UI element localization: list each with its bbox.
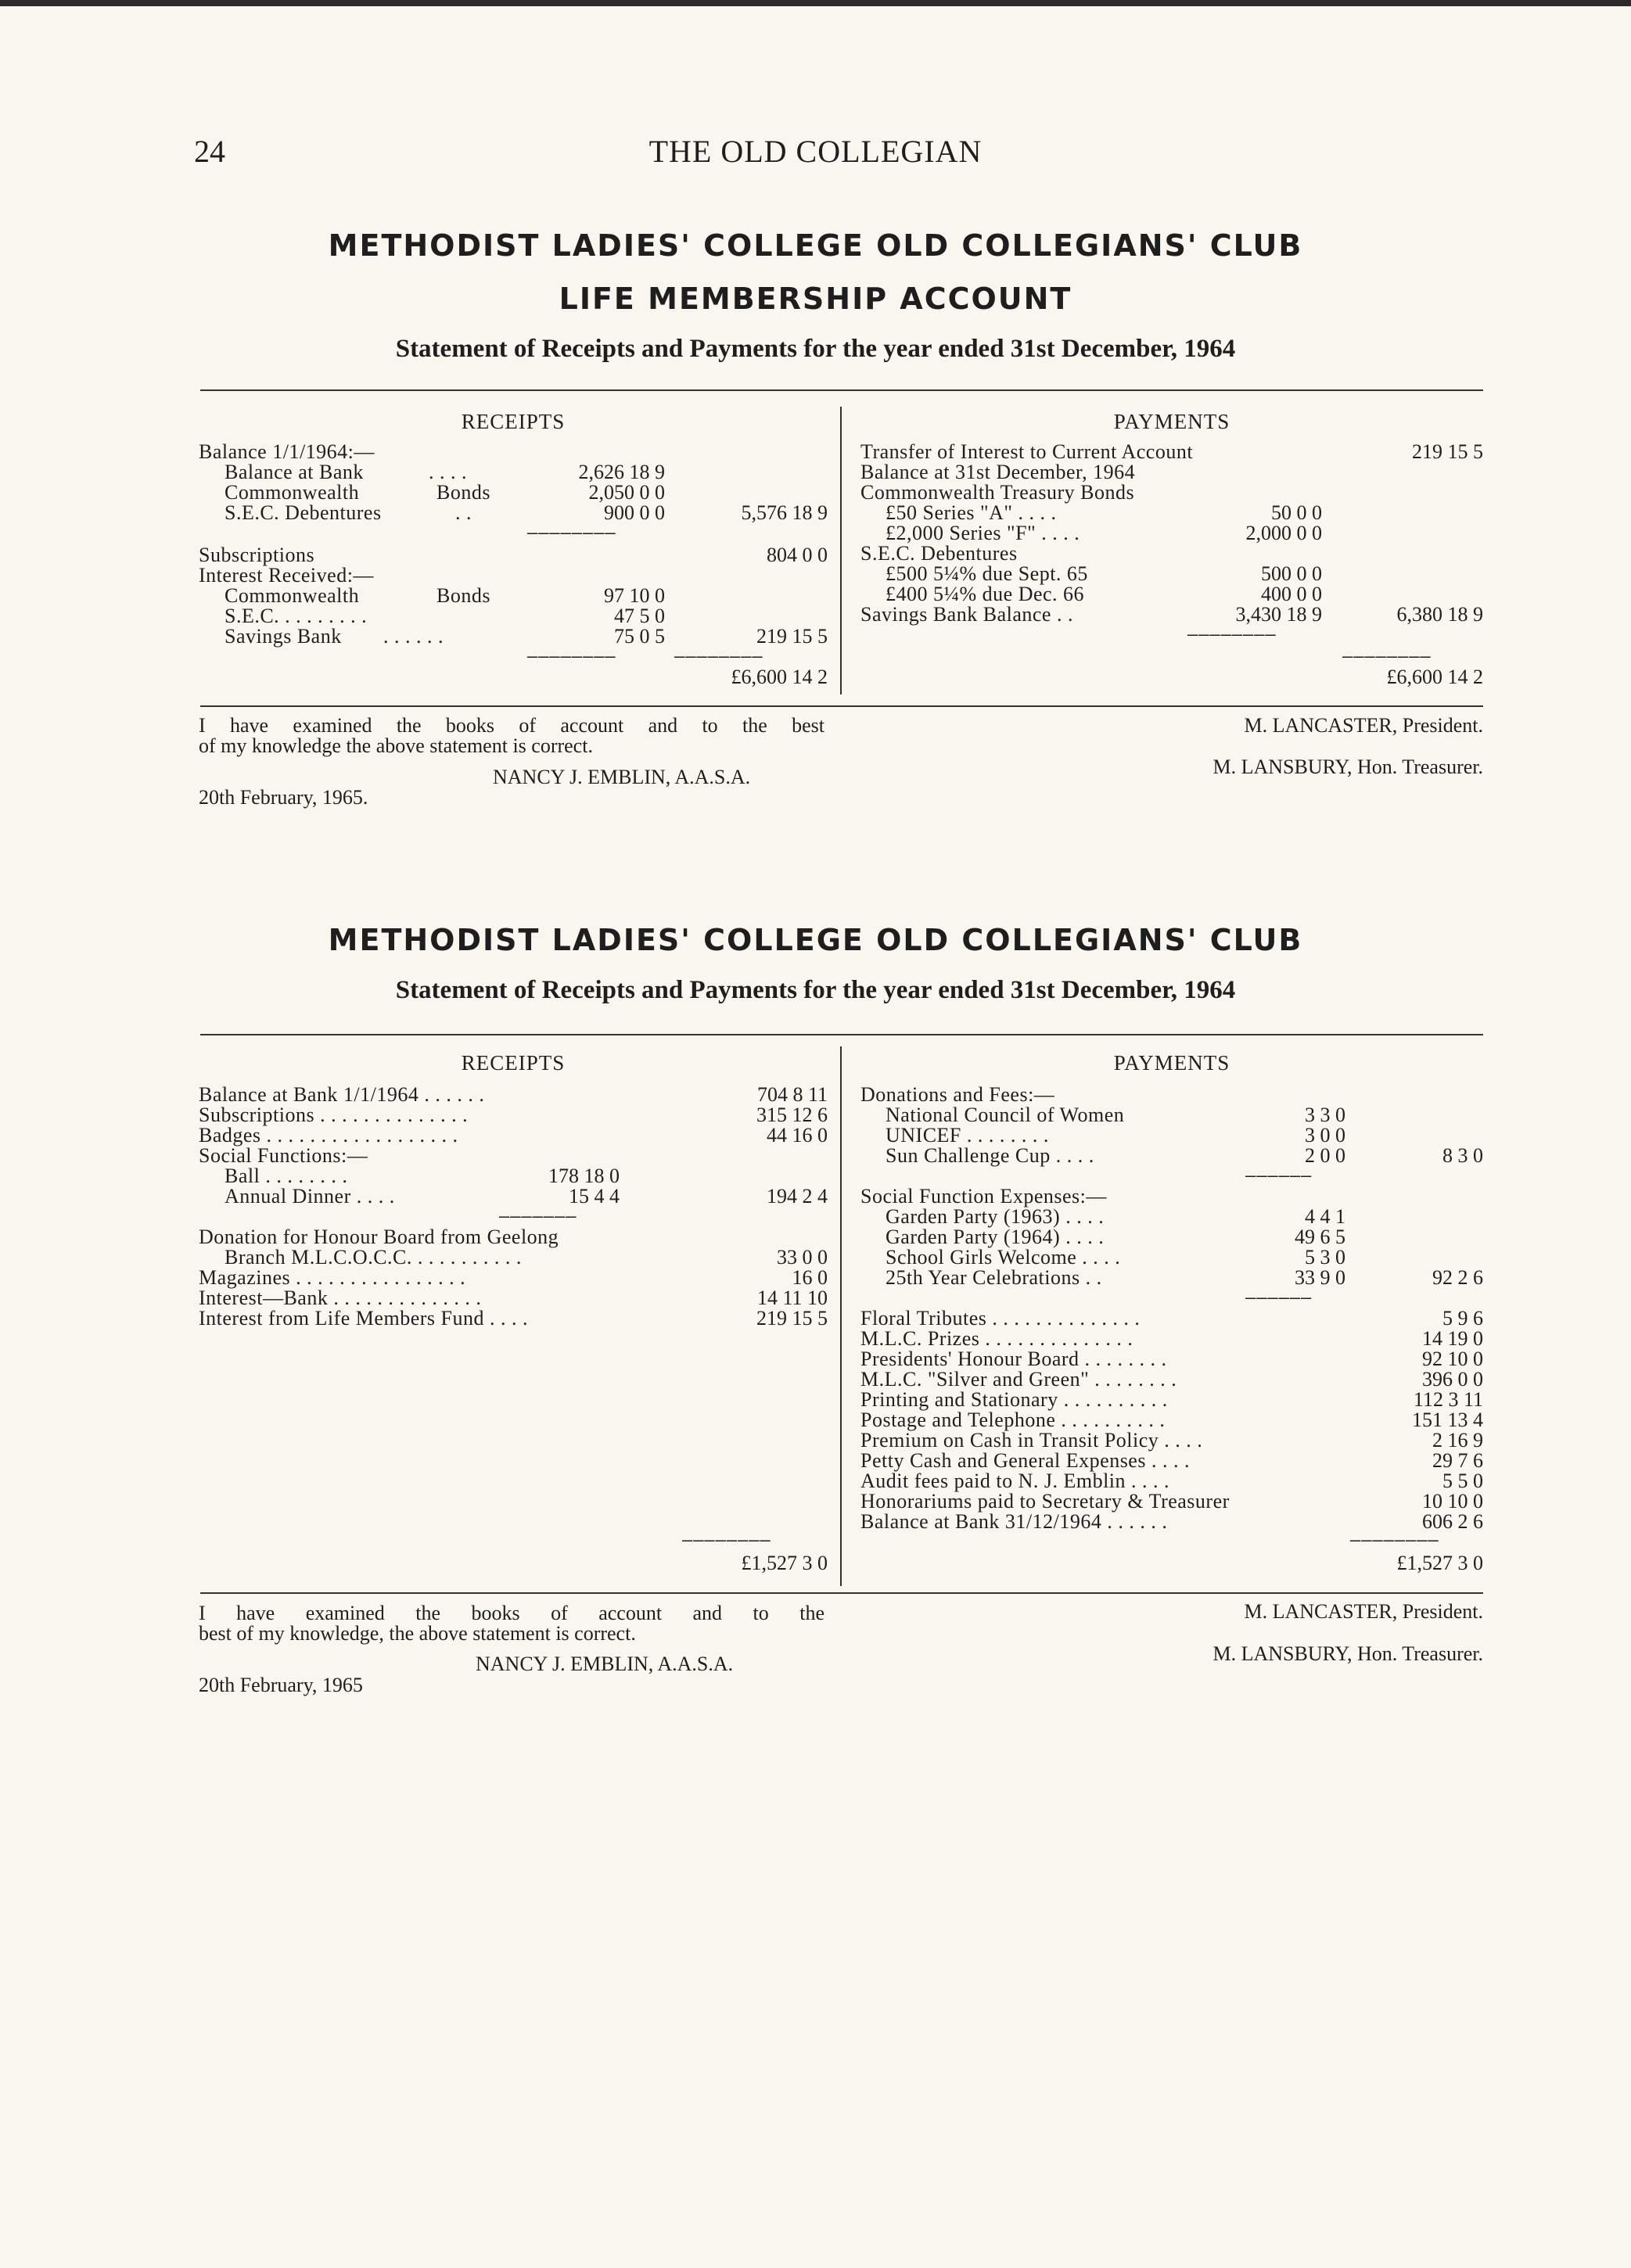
amount-total: 10 10 0	[1422, 1490, 1483, 1513]
amount: 2,050 0 0	[588, 481, 665, 504]
subtotal-rule: ——————	[1245, 1289, 1313, 1308]
amount-total: 5,576 18 9	[741, 501, 828, 524]
section1-bottom-rule	[200, 705, 1483, 707]
audit-date: 20th February, 1965	[199, 1674, 363, 1696]
section2-column-divider	[840, 1046, 842, 1586]
payment-line: School Girls Welcome . . . .	[886, 1246, 1121, 1269]
audit-statement: I have examined the books of account and to the best	[199, 714, 824, 737]
amount-total: 92 10 0	[1422, 1348, 1483, 1370]
payment-line: Presidents' Honour Board . . . . . . . .	[860, 1348, 1167, 1370]
section1-receipts-heading: RECEIPTS	[461, 410, 566, 433]
payment-line: Premium on Cash in Transit Policy . . . .	[860, 1429, 1203, 1452]
auditor-name: NANCY J. EMBLIN, A.A.S.A.	[476, 1653, 734, 1675]
amount: 178 18 0	[548, 1165, 620, 1187]
receipt-line: Ball . . . . . . . .	[225, 1165, 348, 1187]
payment-line: Sun Challenge Cup . . . .	[886, 1144, 1094, 1167]
amount-total: 92 2 6	[1432, 1266, 1483, 1289]
amount-total: 33 0 0	[777, 1246, 828, 1269]
subtotal-rule: ——————	[1245, 1167, 1313, 1186]
amount-total: 8 3 0	[1442, 1144, 1483, 1167]
payment-line: Floral Tributes . . . . . . . . . . . . . .	[860, 1307, 1141, 1330]
amount-total: 44 16 0	[767, 1124, 828, 1147]
amount-total: 315 12 6	[756, 1103, 828, 1126]
president-signature: M. LANCASTER, President.	[1244, 1600, 1483, 1623]
amount-total: 396 0 0	[1422, 1368, 1483, 1391]
payment-line: Social Function Expenses:—	[860, 1185, 1107, 1208]
amount-total: 6,380 18 9	[1396, 603, 1483, 626]
amount: 47 5 0	[614, 605, 665, 627]
section1-payments-heading: PAYMENTS	[1113, 410, 1230, 433]
payment-line: M.L.C. "Silver and Green" . . . . . . . .	[860, 1368, 1177, 1391]
receipt-line: Magazines . . . . . . . . . . . . . . . .	[199, 1266, 466, 1289]
payment-line: £50 Series "A" . . . .	[886, 501, 1057, 524]
amount-total: 219 15 5	[756, 625, 828, 648]
subtotal-rule: ————————	[1350, 1531, 1439, 1551]
receipt-line: S.E.C. Debentures	[225, 501, 382, 524]
payments-total: £1,527 3 0	[1396, 1552, 1483, 1574]
payment-line: Balance at 31st December, 1964	[860, 461, 1136, 483]
receipt-line: Balance at Bank	[225, 461, 364, 483]
amount-total: 29 7 6	[1432, 1449, 1483, 1472]
payment-line: Garden Party (1963) . . . .	[886, 1205, 1105, 1228]
receipt-line: Interest Received:—	[199, 564, 374, 587]
amount-total: 16 0	[792, 1266, 828, 1289]
amount-total: 14 19 0	[1422, 1327, 1483, 1350]
amount-total: 804 0 0	[767, 544, 828, 566]
payment-line: £2,000 Series "F" . . . .	[886, 522, 1080, 544]
amount: 49 6 5	[1295, 1226, 1345, 1248]
section1-top-rule	[200, 389, 1483, 391]
subtotal-rule: ————————	[1187, 626, 1277, 645]
payment-line: Postage and Telephone . . . . . . . . . .	[860, 1409, 1166, 1431]
receipts-total: £6,600 14 2	[731, 666, 828, 688]
amount-total: 2 16 9	[1432, 1429, 1483, 1452]
receipt-line: Social Functions:—	[199, 1144, 368, 1167]
amount: 75 0 5	[614, 625, 665, 648]
section2-top-rule	[200, 1034, 1483, 1035]
audit-statement: of my knowledge the above statement is correct.	[199, 734, 593, 757]
receipt-line: Donation for Honour Board from Geelong	[199, 1226, 559, 1248]
section2-bottom-rule	[200, 1592, 1483, 1594]
payment-line: Audit fees paid to N. J. Emblin . . . .	[860, 1470, 1170, 1492]
payment-line: M.L.C. Prizes . . . . . . . . . . . . . .	[860, 1327, 1133, 1350]
amount: 3 0 0	[1305, 1124, 1345, 1147]
payment-line: National Council of Women	[886, 1103, 1125, 1126]
receipt-line: Subscriptions	[199, 544, 315, 566]
audit-statement: I have examined the books of account and to the	[199, 1602, 824, 1624]
subtotal-rule: ————————	[527, 524, 616, 544]
receipt-line: Badges . . . . . . . . . . . . . . . . . .	[199, 1124, 458, 1147]
receipt-line: Annual Dinner . . . .	[225, 1185, 395, 1208]
amount: 97 10 0	[604, 584, 665, 607]
audit-statement: best of my knowledge, the above statement is correct.	[199, 1622, 636, 1645]
receipt-line: Balance at Bank 1/1/1964 . . . . . .	[199, 1083, 485, 1106]
auditor-name: NANCY J. EMBLIN, A.A.S.A.	[493, 766, 751, 788]
amount: 3,430 18 9	[1235, 603, 1322, 626]
subtotal-rule: ———————	[499, 1208, 577, 1227]
section1-column-divider	[840, 407, 842, 694]
payment-line: S.E.C. Debentures	[860, 542, 1018, 565]
receipt-line: Bonds	[436, 584, 490, 607]
section1-title2: LIFE MEMBERSHIP ACCOUNT	[559, 282, 1072, 316]
section2-subtitle: Statement of Receipts and Payments for the year ended 31st December, 1964	[395, 976, 1236, 1004]
payment-line: UNICEF . . . . . . . .	[886, 1124, 1049, 1147]
amount: 5 3 0	[1305, 1246, 1345, 1269]
section1-subtitle: Statement of Receipts and Payments for the year ended 31st December, 1964	[395, 335, 1236, 363]
amount: 2,626 18 9	[578, 461, 665, 483]
receipt-line: Subscriptions . . . . . . . . . . . . . .	[199, 1103, 469, 1126]
section2-receipts-heading: RECEIPTS	[461, 1051, 566, 1075]
amount: 400 0 0	[1261, 583, 1322, 605]
amount-total: 5 9 6	[1442, 1307, 1483, 1330]
top-edge-bar	[0, 0, 1631, 6]
leader-dots: . . . .	[429, 461, 467, 483]
payment-line: Savings Bank Balance . .	[860, 603, 1073, 626]
amount-total: 219 15 5	[756, 1307, 828, 1330]
leader-dots: . .	[455, 501, 472, 524]
amount: 50 0 0	[1271, 501, 1322, 524]
payment-line: Balance at Bank 31/12/1964 . . . . . .	[860, 1510, 1168, 1533]
payment-line: 25th Year Celebrations . .	[886, 1266, 1102, 1289]
audit-date: 20th February, 1965.	[199, 786, 368, 809]
payment-line: Donations and Fees:—	[860, 1083, 1055, 1106]
receipt-line: Bonds	[436, 481, 490, 504]
running-head: THE OLD COLLEGIAN	[648, 134, 983, 169]
amount: 3 3 0	[1305, 1103, 1345, 1126]
amount-total: 14 11 10	[756, 1287, 828, 1309]
receipt-line: Savings Bank	[225, 625, 342, 648]
receipt-line: Branch M.L.C.O.C.C. . . . . . . . . . .	[225, 1246, 522, 1269]
amount-total: 5 5 0	[1442, 1470, 1483, 1492]
amount: 2,000 0 0	[1245, 522, 1322, 544]
receipt-line: Balance 1/1/1964:—	[199, 440, 375, 463]
section1-title: METHODIST LADIES' COLLEGE OLD COLLEGIANS' CLUB	[328, 228, 1303, 263]
payment-line: Garden Party (1964) . . . .	[886, 1226, 1105, 1248]
subtotal-rule: ————————	[682, 1531, 771, 1551]
amount-total: 112 3 11	[1413, 1388, 1483, 1411]
receipt-line: Commonwealth	[225, 481, 360, 504]
treasurer-signature: M. LANSBURY, Hon. Treasurer.	[1212, 755, 1483, 778]
receipt-line: Interest—Bank . . . . . . . . . . . . . .	[199, 1287, 482, 1309]
receipt-line: Commonwealth	[225, 584, 360, 607]
amount-total: 219 15 5	[1412, 440, 1483, 463]
payment-line: Transfer of Interest to Current Account	[860, 440, 1194, 463]
amount: 33 9 0	[1295, 1266, 1345, 1289]
payment-line: £400 5¼% due Dec. 66	[886, 583, 1085, 605]
amount: 500 0 0	[1261, 562, 1322, 585]
amount-total: 704 8 11	[756, 1083, 828, 1106]
amount: 4 4 1	[1305, 1205, 1345, 1228]
amount-total: 606 2 6	[1422, 1510, 1483, 1533]
president-signature: M. LANCASTER, President.	[1244, 714, 1483, 737]
payment-line: Petty Cash and General Expenses . . . .	[860, 1449, 1190, 1472]
payment-line: Printing and Stationary . . . . . . . . . .	[860, 1388, 1168, 1411]
page-number: 24	[194, 134, 225, 169]
payments-total: £6,600 14 2	[1386, 666, 1483, 688]
payment-line: £500 5¼% due Sept. 65	[886, 562, 1088, 585]
amount-total: 194 2 4	[767, 1185, 828, 1208]
payment-line: Honorariums paid to Secretary & Treasurer	[860, 1490, 1230, 1513]
section2-payments-heading: PAYMENTS	[1113, 1051, 1230, 1075]
subtotal-rule: ————————	[527, 648, 616, 667]
receipts-total: £1,527 3 0	[741, 1552, 828, 1574]
section2-title: METHODIST LADIES' COLLEGE OLD COLLEGIANS' CLUB	[328, 923, 1303, 957]
amount-total: 151 13 4	[1412, 1409, 1483, 1431]
treasurer-signature: M. LANSBURY, Hon. Treasurer.	[1212, 1642, 1483, 1665]
amount: 900 0 0	[604, 501, 665, 524]
amount: 15 4 4	[569, 1185, 620, 1208]
receipt-line: S.E.C. . . . . . . . .	[225, 605, 368, 627]
receipt-line: Interest from Life Members Fund . . . .	[199, 1307, 528, 1330]
leader-dots: . . . . . .	[383, 625, 444, 648]
subtotal-rule: ————————	[674, 648, 763, 667]
payment-line: Commonwealth Treasury Bonds	[860, 481, 1135, 504]
amount: 2 0 0	[1305, 1144, 1345, 1167]
subtotal-rule: ————————	[1342, 648, 1432, 667]
